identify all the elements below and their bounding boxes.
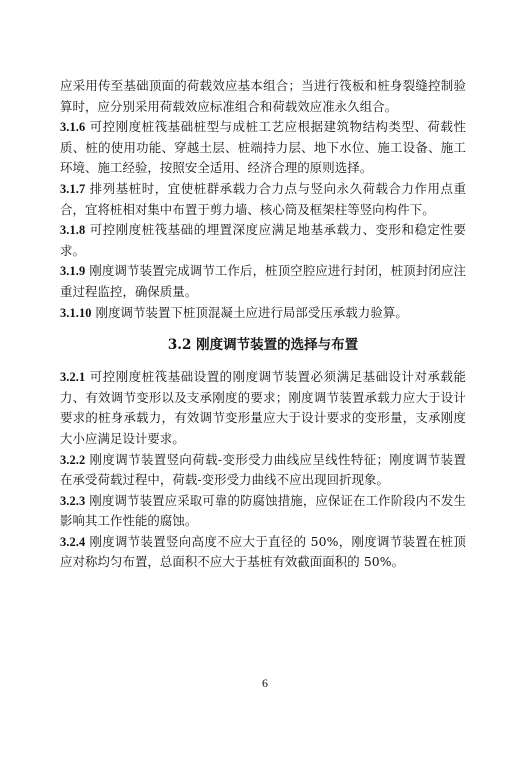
- clause-number: 3.2.3: [60, 493, 86, 508]
- document-page: [60, 76, 466, 573]
- page-number: 6: [262, 676, 268, 690]
- clauses-3-2: [60, 367, 466, 573]
- clause-number: 3.1.7: [60, 181, 86, 196]
- clause-number: 3.2.4: [60, 534, 86, 549]
- clause-text: 刚度调节装置完成调节工作后，桩顶空腔应进行封闭，桩顶封闭应注重过程监控，确保质量。: [60, 263, 466, 299]
- clause-number: 3.1.8: [60, 223, 86, 238]
- clause-number: 3.1.9: [60, 264, 86, 279]
- clause-number: 3.2.2: [60, 452, 86, 467]
- clause-paragraph: [60, 532, 466, 573]
- clause-paragraph: [60, 261, 466, 302]
- clauses-3-1: [60, 76, 466, 323]
- clause-paragraph: [60, 179, 466, 220]
- clause-text: 可控刚度桩筏基础的埋置深度应满足地基承载力、变形和稳定性要求。: [60, 222, 466, 258]
- clause-text: 可控刚度桩筏基础设置的刚度调节装置必须满足基础设计对承载能力、有效调节变形以及支承刚度的要求；刚度调节装置承载力应大于设计要求的桩身承载力，有效调节变形量应大于设计要求的变形量，支承刚度大小应满足设计要求。: [60, 369, 466, 446]
- clause-paragraph: [60, 450, 466, 491]
- clause-number: 3.2.1: [60, 370, 86, 385]
- clause-number: 3.1.10: [60, 305, 92, 320]
- clause-paragraph: [60, 491, 466, 532]
- clause-paragraph: [60, 367, 466, 449]
- section-title: 3.2 刚度调节装置的选择与布置: [167, 337, 359, 354]
- clause-text: 刚度调节装置应采取可靠的防腐蚀措施，应保证在工作阶段内不发生影响其工作性能的腐蚀。: [60, 492, 466, 529]
- clause-text: 排列基桩时，宜使桩群承载力合力点与竖向永久荷载合力作用点重合，宜将桩相对集中布置于剪力墙、核心筒及框架柱等竖向构件下。: [60, 180, 466, 217]
- clause-number: 3.1.6: [60, 120, 86, 135]
- clause-paragraph: [60, 117, 466, 179]
- clause-paragraph: [60, 220, 466, 261]
- clause-text: 刚度调节装置下桩顶混凝土应进行局部受压承载力验算。: [95, 304, 408, 320]
- clause-paragraph: [60, 303, 466, 324]
- clause-text: 刚度调节装置竖向荷载-变形受力曲线应呈线性特征；刚度调节装置在承受荷载过程中，荷载-变形受力曲线不应出现回折现象。: [60, 451, 466, 488]
- clause-text: 刚度调节装置竖向高度不应大于直径的 50%，刚度调节装置在桩顶应对称均匀布置，总面积不应大于基桩有效截面面积的 50%。: [60, 533, 466, 570]
- clause-paragraph: [60, 76, 466, 117]
- clause-text: 应采用传至基础顶面的荷载效应基本组合；当进行筏板和桩身裂缝控制验算时，应分别采用荷载效应标准组合和荷载效应准永久组合。: [60, 78, 466, 114]
- clause-text: 可控刚度桩筏基础桩型与成桩工艺应根据建筑物结构类型、荷载性质、桩的使用功能、穿越土层、桩端持力层、地下水位、施工设备、施工环境、施工经验，按照安全适用、经济合理的原则选择。: [60, 119, 466, 176]
